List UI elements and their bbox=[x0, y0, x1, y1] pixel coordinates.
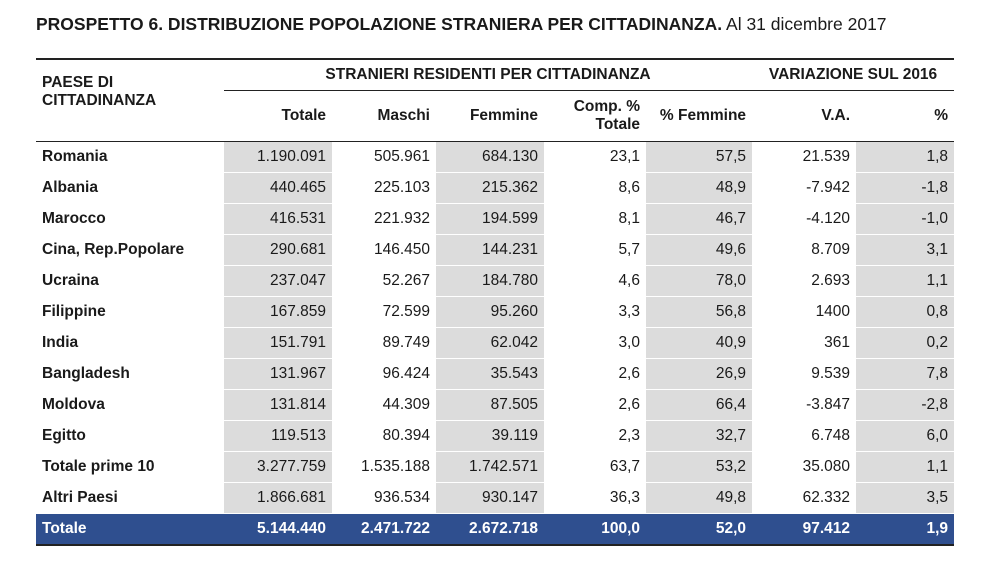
cell-paese: Marocco bbox=[36, 204, 224, 235]
cell-va: 35.080 bbox=[752, 452, 856, 483]
cell-pct-femmine: 26,9 bbox=[646, 359, 752, 390]
cell-pct: 1,1 bbox=[856, 266, 954, 297]
population-table bbox=[36, 58, 954, 546]
cell-va: 21.539 bbox=[752, 142, 856, 173]
cell-maschi: 80.394 bbox=[332, 421, 436, 452]
cell-pct-femmine: 53,2 bbox=[646, 452, 752, 483]
cell-pct-femmine: 40,9 bbox=[646, 328, 752, 359]
cell-totale: 237.047 bbox=[224, 266, 332, 297]
cell-paese: Ucraina bbox=[36, 266, 224, 297]
cell-femmine: 62.042 bbox=[436, 328, 544, 359]
cell-comp: 2,6 bbox=[544, 390, 646, 421]
cell-paese: Romania bbox=[36, 142, 224, 173]
cell-femmine: 95.260 bbox=[436, 297, 544, 328]
cell-femmine: 930.147 bbox=[436, 483, 544, 514]
header-pct-femmine: % Femmine bbox=[646, 91, 752, 142]
header-group-residents: STRANIERI RESIDENTI PER CITTADINANZA bbox=[224, 59, 752, 91]
title-date: Al 31 dicembre 2017 bbox=[726, 14, 887, 34]
cell-paese: India bbox=[36, 328, 224, 359]
cell-totale: 151.791 bbox=[224, 328, 332, 359]
cell-totale: 1.190.091 bbox=[224, 142, 332, 173]
cell-paese: Filippine bbox=[36, 297, 224, 328]
cell-pct-femmine: 46,7 bbox=[646, 204, 752, 235]
cell-totale: 131.814 bbox=[224, 390, 332, 421]
cell-va: 2.693 bbox=[752, 266, 856, 297]
cell-pct: -1,8 bbox=[856, 173, 954, 204]
cell-paese: Totale prime 10 bbox=[36, 452, 224, 483]
cell-pct: 7,8 bbox=[856, 359, 954, 390]
cell-va: 1400 bbox=[752, 297, 856, 328]
total-cell-paese: Totale bbox=[36, 514, 224, 546]
cell-totale: 119.513 bbox=[224, 421, 332, 452]
cell-paese: Bangladesh bbox=[36, 359, 224, 390]
cell-totale: 440.465 bbox=[224, 173, 332, 204]
table-row bbox=[36, 421, 954, 452]
total-row bbox=[36, 514, 954, 546]
cell-paese: Cina, Rep.Popolare bbox=[36, 235, 224, 266]
cell-totale: 416.531 bbox=[224, 204, 332, 235]
cell-totale: 290.681 bbox=[224, 235, 332, 266]
cell-comp: 8,1 bbox=[544, 204, 646, 235]
cell-va: 8.709 bbox=[752, 235, 856, 266]
cell-comp: 2,3 bbox=[544, 421, 646, 452]
cell-pct: 1,8 bbox=[856, 142, 954, 173]
cell-totale: 167.859 bbox=[224, 297, 332, 328]
table-row bbox=[36, 297, 954, 328]
cell-pct: 3,1 bbox=[856, 235, 954, 266]
cell-pct-femmine: 32,7 bbox=[646, 421, 752, 452]
cell-pct-femmine: 49,8 bbox=[646, 483, 752, 514]
header-va: V.A. bbox=[752, 91, 856, 142]
cell-pct-femmine: 56,8 bbox=[646, 297, 752, 328]
cell-pct-femmine: 48,9 bbox=[646, 173, 752, 204]
total-cell-comp: 100,0 bbox=[544, 514, 646, 546]
cell-maschi: 44.309 bbox=[332, 390, 436, 421]
cell-maschi: 221.932 bbox=[332, 204, 436, 235]
cell-maschi: 225.103 bbox=[332, 173, 436, 204]
cell-pct: 3,5 bbox=[856, 483, 954, 514]
table-row bbox=[36, 328, 954, 359]
total-cell-maschi: 2.471.722 bbox=[332, 514, 436, 546]
cell-pct-femmine: 66,4 bbox=[646, 390, 752, 421]
total-cell-pct: 1,9 bbox=[856, 514, 954, 546]
header-country-line1: PAESE DI bbox=[42, 74, 114, 91]
title-main: PROSPETTO 6. DISTRIBUZIONE POPOLAZIONE STRANIERA PER CITTADINANZA. bbox=[36, 14, 723, 34]
cell-maschi: 1.535.188 bbox=[332, 452, 436, 483]
cell-va: 9.539 bbox=[752, 359, 856, 390]
header-comp-line1: Comp. % bbox=[573, 98, 640, 115]
cell-comp: 63,7 bbox=[544, 452, 646, 483]
cell-comp: 23,1 bbox=[544, 142, 646, 173]
header-maschi: Maschi bbox=[332, 91, 436, 142]
cell-totale: 131.967 bbox=[224, 359, 332, 390]
table-row bbox=[36, 452, 954, 483]
cell-femmine: 39.119 bbox=[436, 421, 544, 452]
cell-pct-femmine: 78,0 bbox=[646, 266, 752, 297]
cell-va: -7.942 bbox=[752, 173, 856, 204]
cell-va: 6.748 bbox=[752, 421, 856, 452]
table-row bbox=[36, 483, 954, 514]
cell-pct: 0,8 bbox=[856, 297, 954, 328]
cell-pct-femmine: 49,6 bbox=[646, 235, 752, 266]
cell-comp: 5,7 bbox=[544, 235, 646, 266]
cell-pct-femmine: 57,5 bbox=[646, 142, 752, 173]
table-row bbox=[36, 173, 954, 204]
cell-paese: Albania bbox=[36, 173, 224, 204]
cell-paese: Altri Paesi bbox=[36, 483, 224, 514]
table-row bbox=[36, 235, 954, 266]
header-comp-line2: Totale bbox=[595, 116, 640, 133]
cell-comp: 2,6 bbox=[544, 359, 646, 390]
cell-femmine: 684.130 bbox=[436, 142, 544, 173]
header-femmine: Femmine bbox=[436, 91, 544, 142]
cell-femmine: 87.505 bbox=[436, 390, 544, 421]
header-group-variation: VARIAZIONE SUL 2016 bbox=[752, 59, 954, 91]
cell-va: -3.847 bbox=[752, 390, 856, 421]
cell-maschi: 936.534 bbox=[332, 483, 436, 514]
cell-maschi: 72.599 bbox=[332, 297, 436, 328]
cell-pct: 1,1 bbox=[856, 452, 954, 483]
cell-totale: 1.866.681 bbox=[224, 483, 332, 514]
cell-femmine: 1.742.571 bbox=[436, 452, 544, 483]
cell-va: 361 bbox=[752, 328, 856, 359]
cell-comp: 3,3 bbox=[544, 297, 646, 328]
header-country bbox=[36, 59, 224, 142]
cell-comp: 8,6 bbox=[544, 173, 646, 204]
cell-totale: 3.277.759 bbox=[224, 452, 332, 483]
cell-femmine: 194.599 bbox=[436, 204, 544, 235]
table-row bbox=[36, 142, 954, 173]
header-country-line2: CITTADINANZA bbox=[42, 92, 157, 109]
cell-paese: Moldova bbox=[36, 390, 224, 421]
cell-maschi: 89.749 bbox=[332, 328, 436, 359]
header-totale: Totale bbox=[224, 91, 332, 142]
cell-femmine: 215.362 bbox=[436, 173, 544, 204]
total-cell-femmine: 2.672.718 bbox=[436, 514, 544, 546]
header-pct: % bbox=[856, 91, 954, 142]
cell-femmine: 184.780 bbox=[436, 266, 544, 297]
cell-pct: 6,0 bbox=[856, 421, 954, 452]
cell-maschi: 52.267 bbox=[332, 266, 436, 297]
table-row bbox=[36, 390, 954, 421]
header-comp bbox=[544, 91, 646, 142]
cell-pct: -2,8 bbox=[856, 390, 954, 421]
table-row bbox=[36, 359, 954, 390]
cell-maschi: 146.450 bbox=[332, 235, 436, 266]
cell-va: -4.120 bbox=[752, 204, 856, 235]
total-cell-va: 97.412 bbox=[752, 514, 856, 546]
cell-paese: Egitto bbox=[36, 421, 224, 452]
cell-comp: 3,0 bbox=[544, 328, 646, 359]
cell-femmine: 144.231 bbox=[436, 235, 544, 266]
cell-va: 62.332 bbox=[752, 483, 856, 514]
total-cell-pct-femmine: 52,0 bbox=[646, 514, 752, 546]
table-row bbox=[36, 204, 954, 235]
cell-maschi: 96.424 bbox=[332, 359, 436, 390]
table-title bbox=[36, 14, 887, 35]
cell-pct: 0,2 bbox=[856, 328, 954, 359]
total-cell-totale: 5.144.440 bbox=[224, 514, 332, 546]
table-row bbox=[36, 266, 954, 297]
cell-comp: 36,3 bbox=[544, 483, 646, 514]
cell-pct: -1,0 bbox=[856, 204, 954, 235]
cell-femmine: 35.543 bbox=[436, 359, 544, 390]
cell-maschi: 505.961 bbox=[332, 142, 436, 173]
cell-comp: 4,6 bbox=[544, 266, 646, 297]
